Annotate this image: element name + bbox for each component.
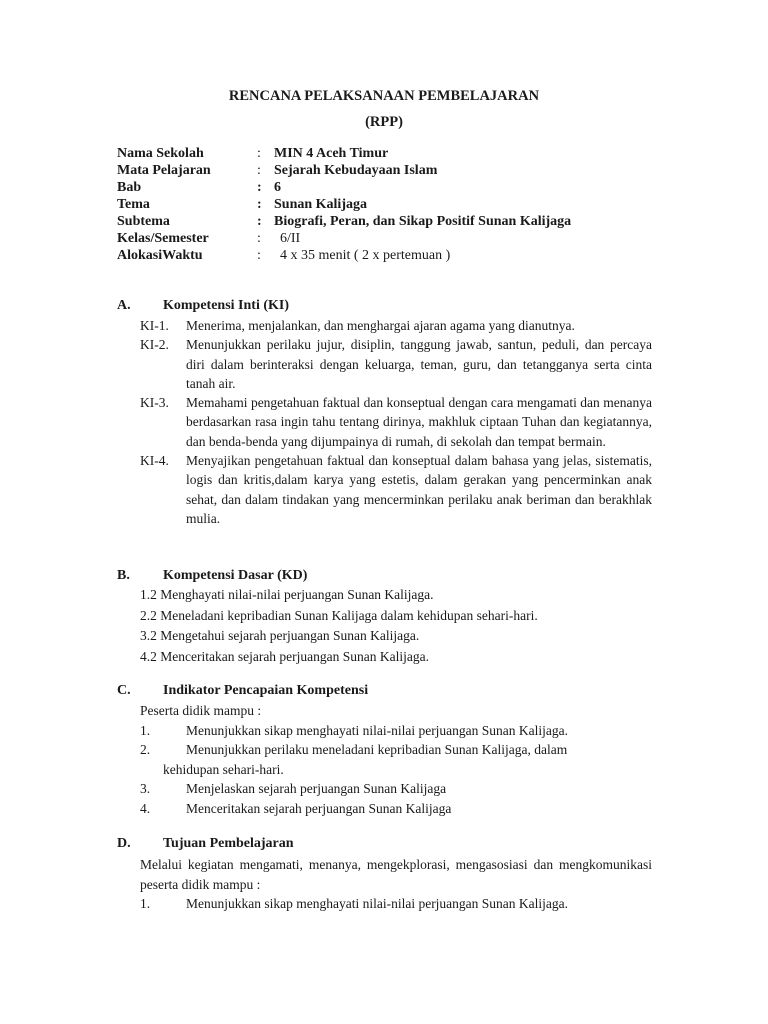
section-letter: A. [117, 298, 131, 313]
ki-text: Memahami pengetahuan faktual dan konseptual dengan cara mengamati dan menanya berdasarkan rasa ingin tahu tentang dirinya, makhluk ciptaan Tuhan dan kegiatannya, dan benda-benda yang dijumpainya di rumah, di sekolah dan tempat bermain. [186, 395, 652, 449]
indicator-item [140, 740, 652, 760]
kd-item: 3.2 Mengetahui sejarah perjuangan Sunan Kalijaga. [140, 628, 420, 643]
info-label: Mata Pelajaran [117, 163, 211, 178]
info-colon: : [257, 214, 262, 229]
item-continuation: kehidupan sehari-hari. [163, 761, 284, 777]
info-row-time-allocation [117, 247, 571, 264]
info-value: 4 x 35 menit ( 2 x pertemuan ) [280, 248, 451, 263]
section-d-heading [117, 836, 294, 852]
section-c-heading [117, 683, 368, 699]
indicator-intro: Peserta didik mampu : [140, 703, 262, 718]
item-text: Menceritakan sejarah perjuangan Sunan Kalijaga [186, 800, 452, 816]
identity-table [117, 145, 571, 264]
item-text: Menunjukkan sikap menghayati nilai-nilai perjuangan Sunan Kalijaga. [186, 722, 569, 738]
section-title: Tujuan Pembelajaran [163, 836, 294, 851]
info-row-school [117, 145, 571, 162]
section-title: Kompetensi Inti (KI) [163, 298, 289, 313]
ki-number: KI-3. [140, 395, 169, 411]
info-row-theme [117, 196, 571, 213]
objective-intro: Melalui kegiatan mengamati, menanya, mengekplorasi, mengasosiasi dan mengkomunikasi peserta didik mampu : [140, 857, 652, 892]
item-number: 1. [140, 896, 151, 911]
info-value: 6 [274, 180, 281, 195]
info-value: MIN 4 Aceh Timur [274, 146, 389, 161]
info-value: Sunan Kalijaga [274, 197, 367, 212]
section-a-heading [117, 298, 289, 314]
info-colon: : [257, 163, 261, 178]
info-label: Bab [117, 180, 142, 195]
section-title: Indikator Pencapaian Kompetensi [163, 683, 369, 698]
document-subtitle: (RPP) [365, 114, 403, 130]
info-label: Subtema [117, 214, 170, 229]
info-label: Kelas/Semester [117, 231, 209, 246]
section-b-heading [117, 568, 307, 584]
info-row-subtheme [117, 213, 571, 230]
section-title: Kompetensi Dasar (KD) [163, 568, 308, 583]
objective-item [140, 894, 652, 914]
document-title: RENCANA PELAKSANAAN PEMBELAJARAN [228, 88, 540, 104]
info-row-subject [117, 162, 571, 179]
kd-item: 4.2 Menceritakan sejarah perjuangan Sunan Kalijaga. [140, 648, 430, 664]
ki-number: KI-2. [140, 337, 169, 353]
objective-list [140, 855, 652, 914]
item-text: Menjelaskan sejarah perjuangan Sunan Kalijaga [186, 781, 447, 796]
ki-number: KI-4. [140, 453, 169, 469]
info-colon: : [257, 231, 261, 246]
info-label: Tema [117, 197, 150, 212]
ki-text: Menerima, menjalankan, dan menghargai ajaran agama yang dianutnya. [186, 318, 575, 333]
item-number: 1. [140, 722, 151, 738]
ki-text: Menyajikan pengetahuan faktual dan konseptual dalam bahasa yang jelas, sistematis, logis dan kritis,dalam karya yang estetis, dalam gerakan yang pencerminkan anak sehat, dan dalam tindakan yang mencerminkan perilaku anak beriman dan berakhlak mulia. [186, 453, 652, 526]
section-letter: B. [117, 568, 130, 583]
item-number: 4. [140, 800, 151, 816]
ki-item [140, 335, 652, 393]
ki-number: KI-1. [140, 318, 169, 333]
indicator-item [140, 779, 652, 799]
info-colon: : [257, 180, 262, 195]
indicator-item [140, 799, 652, 819]
ki-item [140, 316, 652, 335]
section-letter: C. [117, 683, 131, 698]
info-value: Biografi, Peran, dan Sikap Positif Sunan Kalijaga [274, 214, 572, 229]
item-number: 3. [140, 781, 151, 796]
ki-item [140, 451, 652, 528]
info-label: Nama Sekolah [117, 146, 204, 161]
ki-text: Menunjukkan perilaku jujur, disiplin, tanggung jawab, santun, peduli, dan percaya diri dalam berinteraksi dengan keluarga, teman, guru, dan tetangganya serta cinta tanah air. [186, 337, 652, 391]
info-value: Sejarah Kebudayaan Islam [274, 163, 438, 178]
ki-item [140, 393, 652, 451]
indicator-list [140, 701, 652, 818]
info-row-chapter [117, 179, 571, 196]
info-label: AlokasiWaktu [117, 248, 203, 263]
info-row-class-semester [117, 230, 571, 247]
indicator-item [140, 721, 652, 741]
info-value: 6/II [280, 231, 301, 246]
info-colon: : [257, 197, 262, 212]
info-colon: : [257, 248, 261, 263]
item-number: 2. [140, 742, 151, 757]
kd-list [140, 585, 652, 667]
kd-item: 2.2 Meneladani kepribadian Sunan Kalijaga dalam kehidupan sehari-hari. [140, 607, 538, 623]
kd-item: 1.2 Menghayati nilai-nilai perjuangan Sunan Kalijaga. [140, 587, 434, 602]
section-letter: D. [117, 836, 131, 851]
item-text: Menunjukkan sikap menghayati nilai-nilai perjuangan Sunan Kalijaga. [186, 896, 569, 911]
item-text: Menunjukkan perilaku meneladani kepribadian Sunan Kalijaga, dalam [186, 742, 568, 757]
info-colon: : [257, 146, 261, 161]
ki-list [140, 316, 652, 528]
